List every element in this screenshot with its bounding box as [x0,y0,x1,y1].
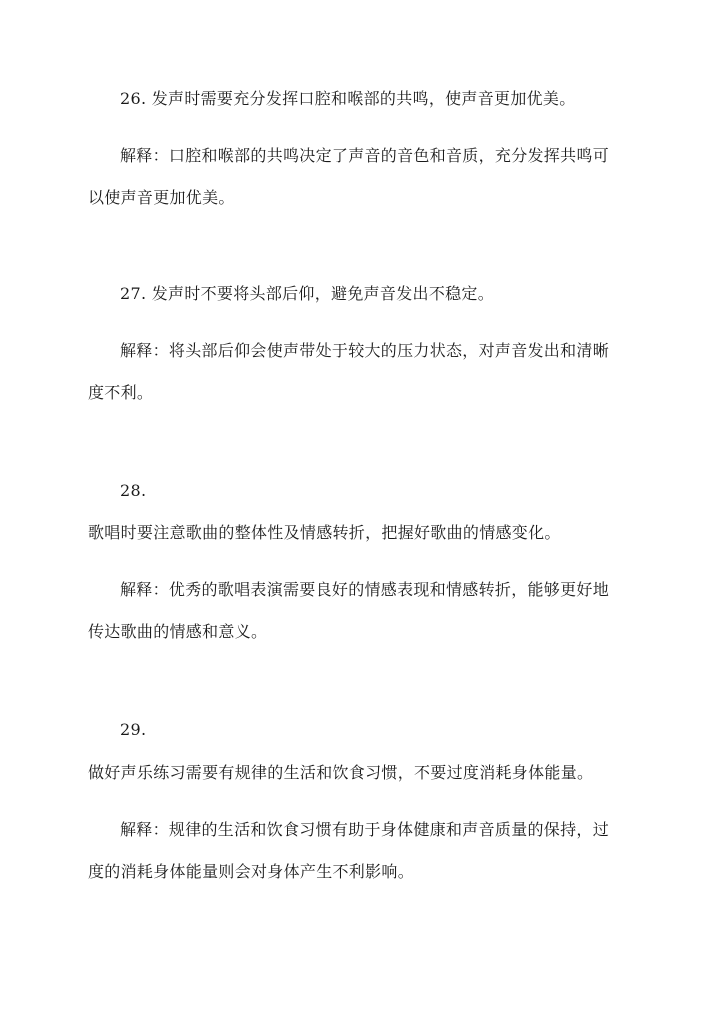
item-26-explanation-line2: 以使声音更加优美。 [88,188,235,207]
item-26-explanation-line1: 解释：口腔和喉部的共鸣决定了声音的音色和音质，充分发挥共鸣可 [120,146,610,165]
item-26-statement: 26. 发声时需要充分发挥口腔和喉部的共鸣，使声音更加优美。 [120,89,576,108]
item-28-statement: 歌唱时要注意歌曲的整体性及情感转折，把握好歌曲的情感变化。 [88,523,561,542]
item-28-number: 28. [120,481,147,500]
item-29-explanation-line1: 解释：规律的生活和饮食习惯有助于身体健康和声音质量的保持，过 [120,820,610,839]
item-29-statement: 做好声乐练习需要有规律的生活和饮食习惯，不要过度消耗身体能量。 [88,763,594,782]
item-29-number: 29. [120,720,147,739]
item-28-explanation-line2: 传达歌曲的情感和意义。 [88,622,268,641]
item-28-explanation-line1: 解释：优秀的歌唱表演需要良好的情感表现和情感转折，能够更好地 [120,580,610,599]
item-27-explanation-line2: 度不利。 [88,383,154,402]
item-27-explanation-line1: 解释：将头部后仰会使声带处于较大的压力状态，对声音发出和清晰 [120,341,610,360]
item-29-explanation-line2: 度的消耗身体能量则会对身体产生不利影响。 [88,862,415,881]
item-27-statement: 27. 发声时不要将头部后仰，避免声音发出不稳定。 [120,284,495,303]
